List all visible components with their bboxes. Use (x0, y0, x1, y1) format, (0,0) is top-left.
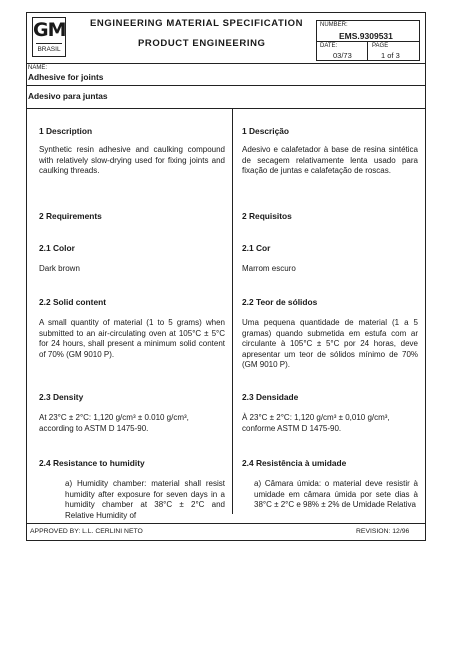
date-label: DATE: (320, 43, 338, 49)
page-label: PAGE (372, 43, 389, 49)
en-description-title: 1 Description (39, 126, 93, 136)
en-humidity-text: a) Humidity chamber: material shall resist humidity after exposure for seven days in a humidity chamber at 38°C ± 2°C and Relative Humidity of (65, 479, 225, 520)
page-box (367, 41, 420, 61)
en-description-text: Synthetic resin adhesive and caulking compound with relatively slow-drying used for fixing joints and caulking threads. (39, 145, 225, 176)
revision: REVISION: 12/96 (356, 528, 410, 535)
en-color-title: 2.1 Color (39, 243, 75, 253)
logo-text: GM (33, 19, 66, 41)
number-label: NUMBER: (320, 22, 348, 28)
date-box (316, 41, 368, 61)
pt-description-title: 1 Descrição (242, 126, 290, 136)
logo-subtext: BRASIL (37, 46, 61, 53)
pt-color-title: 2.1 Cor (242, 243, 271, 253)
en-density-title: 2.3 Density (39, 392, 84, 402)
pt-color-text: Marrom escuro (242, 264, 296, 273)
name-divider (26, 85, 426, 86)
en-solid-content-title: 2.2 Solid content (39, 297, 107, 307)
name-label: NAME: (28, 65, 48, 71)
date-value: 03/73 (333, 51, 352, 60)
footer-divider (26, 523, 426, 524)
pt-humidity-text: a) Câmara úmida: o material deve resistir à umidade em câmara úmida por sete dias à 38°C ± 2°C e 98% ± 2% de Umidade Relativa (254, 479, 418, 510)
en-density-text: At 23°C ± 2°C: 1,120 g/cm³ ± 0.010 g/cm³, according to ASTM D 1475-90. (39, 413, 189, 433)
pt-description-text: Adesivo e calafetador à base de resina sintética de secagem relativamente lenta usado para fixação de juntas e calafetação de roscas. (242, 145, 418, 176)
pt-humidity-title: 2.4 Resistência à umidade (242, 458, 347, 468)
number-box (316, 20, 420, 42)
en-requirements-title: 2 Requirements (39, 211, 102, 221)
gm-logo (32, 17, 66, 57)
name-english: Adhesive for joints (28, 72, 104, 82)
header-divider (26, 63, 426, 64)
pt-density-title: 2.3 Densidade (242, 392, 299, 402)
pt-density-text: À 23°C ± 2°C: 1,120 g/cm³ ± 0,010 g/cm³, conforme ASTM D 1475-90. (242, 413, 390, 433)
doc-title: ENGINEERING MATERIAL SPECIFICATION (90, 18, 304, 29)
page-value: 1 of 3 (381, 51, 400, 60)
en-humidity-title: 2.4 Resistance to humidity (39, 458, 145, 468)
number-value: EMS.9309531 (339, 31, 393, 41)
en-solid-content-text: A small quantity of material (1 to 5 grams) when submitted to an air-circulating oven at 105°C ± 5°C for 24 hours, shall present a minimum solid content of 70% (GM 9010 P). (39, 318, 225, 359)
pt-solid-content-title: 2.2 Teor de sólidos (242, 297, 318, 307)
column-divider (232, 108, 233, 514)
pt-requirements-title: 2 Requisitos (242, 211, 292, 221)
logo-divider (36, 43, 62, 44)
body-top-divider (26, 108, 426, 109)
approved-by: APPROVED BY: L.L. CERLINI NETO (30, 528, 143, 535)
en-color-text: Dark brown (39, 264, 80, 273)
doc-subtitle: PRODUCT ENGINEERING (138, 38, 266, 49)
pt-solid-content-text: Uma pequena quantidade de material (1 a 5 gramas) quando submetida em estufa com ar circulante à 105°C ± 5°C por 24 horas, deve apresentar um teor de sólidos mínimo de 70% (GM 9010 P). (242, 318, 418, 370)
name-portuguese: Adesivo para juntas (28, 91, 108, 101)
